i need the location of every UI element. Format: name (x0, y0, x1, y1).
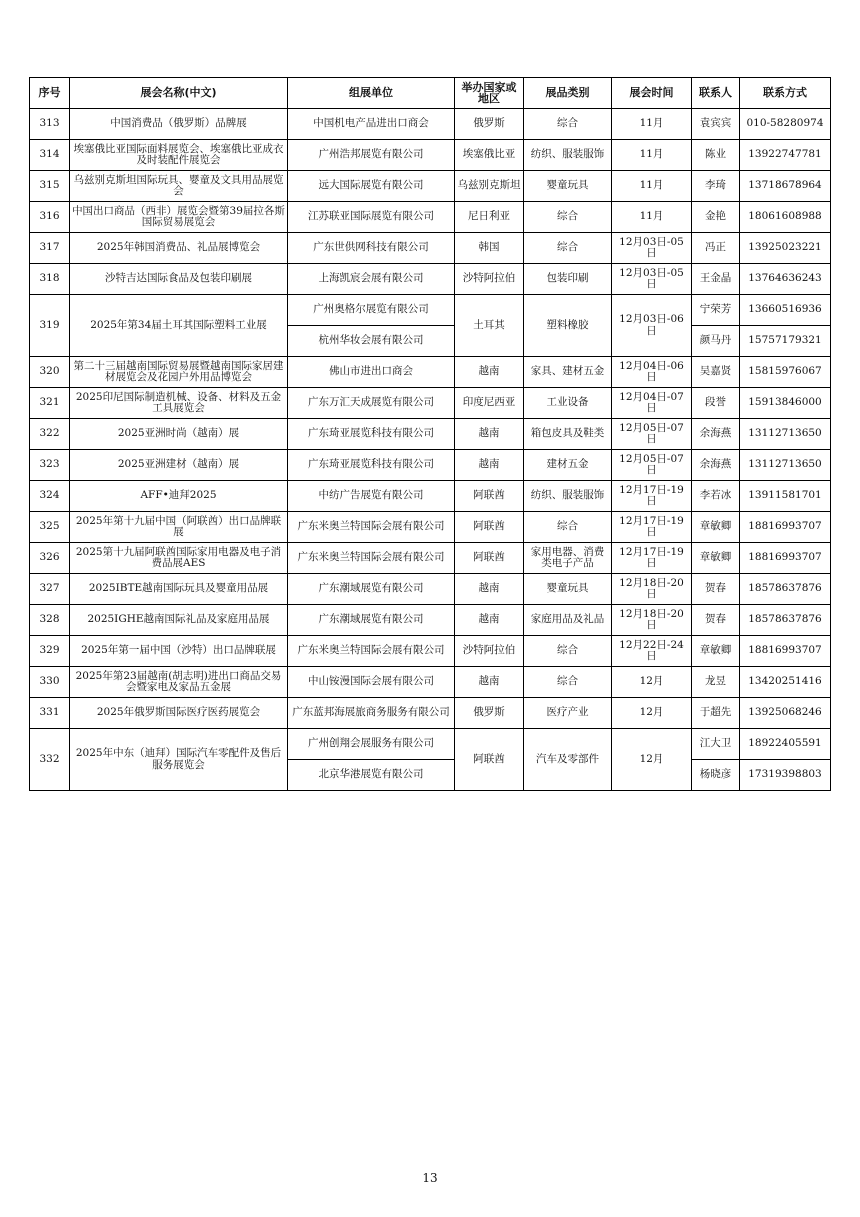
product-category: 家具、建材五金 (524, 357, 612, 388)
organizer: 远大国际展览有限公司 (288, 171, 455, 202)
contact-person: 冯正 (692, 233, 740, 264)
header-cell: 展品类别 (524, 78, 612, 109)
contact-phone: 15815976067 (740, 357, 831, 388)
product-category: 医疗产业 (524, 698, 612, 729)
contact-person: 章敏卿 (692, 543, 740, 574)
contact-phone: 13718678964 (740, 171, 831, 202)
product-category: 综合 (524, 233, 612, 264)
product-category: 综合 (524, 636, 612, 667)
exhibition-time: 12月18日-20日 (612, 605, 692, 636)
exhibition-name: 2025年第34届土耳其国际塑料工业展 (70, 295, 288, 357)
row-number: 315 (30, 171, 70, 202)
organizer: 广东万汇天成展览有限公司 (288, 388, 455, 419)
host-country: 土耳其 (455, 295, 524, 357)
table-row (30, 388, 831, 419)
header-cell: 展会时间 (612, 78, 692, 109)
product-category: 纺织、服装服饰 (524, 481, 612, 512)
product-category: 婴童玩具 (524, 171, 612, 202)
organizer: 广东米奥兰特国际会展有限公司 (288, 636, 455, 667)
exhibition-time: 12月 (612, 698, 692, 729)
contact-phone: 18816993707 (740, 543, 831, 574)
organizer: 佛山市进出口商会 (288, 357, 455, 388)
organizer: 广州奥格尔展览有限公司 (288, 295, 455, 326)
row-number: 330 (30, 667, 70, 698)
organizer: 广州创翔会展服务有限公司 (288, 729, 455, 760)
product-category: 综合 (524, 667, 612, 698)
product-category: 综合 (524, 109, 612, 140)
exhibition-name: 乌兹别克斯坦国际玩具、婴童及文具用品展览会 (70, 171, 288, 202)
contact-phone: 13925068246 (740, 698, 831, 729)
row-number: 332 (30, 729, 70, 791)
host-country: 越南 (455, 667, 524, 698)
exhibition-name: 2025年第十九届中国（阿联酋）出口品牌联展 (70, 512, 288, 543)
row-number: 316 (30, 202, 70, 233)
product-category: 婴童玩具 (524, 574, 612, 605)
host-country: 乌兹别克斯坦 (455, 171, 524, 202)
exhibition-time: 12月 (612, 667, 692, 698)
contact-person: 金艳 (692, 202, 740, 233)
header-cell: 联系方式 (740, 78, 831, 109)
host-country: 埃塞俄比亚 (455, 140, 524, 171)
exhibition-time: 12月 (612, 729, 692, 791)
exhibition-name: 2025印尼国际制造机械、设备、材料及五金工具展览会 (70, 388, 288, 419)
row-number: 313 (30, 109, 70, 140)
exhibition-time: 12月04日-07日 (612, 388, 692, 419)
table-header-row (30, 78, 831, 109)
table-row (30, 667, 831, 698)
contact-phone: 15757179321 (740, 326, 831, 357)
contact-phone: 13660516936 (740, 295, 831, 326)
host-country: 阿联酋 (455, 729, 524, 791)
contact-person: 颜马丹 (692, 326, 740, 357)
header-cell: 举办国家或地区 (455, 78, 524, 109)
exhibition-time: 12月05日-07日 (612, 419, 692, 450)
row-number: 323 (30, 450, 70, 481)
table-row (30, 543, 831, 574)
row-number: 331 (30, 698, 70, 729)
row-number: 325 (30, 512, 70, 543)
product-category: 工业设备 (524, 388, 612, 419)
table-row (30, 295, 831, 326)
row-number: 322 (30, 419, 70, 450)
contact-phone: 18061608988 (740, 202, 831, 233)
host-country: 越南 (455, 357, 524, 388)
organizer: 广州浩邦展览有限公司 (288, 140, 455, 171)
exhibition-time: 12月03日-05日 (612, 233, 692, 264)
organizer: 广东琦亚展览科技有限公司 (288, 419, 455, 450)
exhibition-time: 11月 (612, 109, 692, 140)
table-row (30, 202, 831, 233)
exhibition-name: 2025年第一届中国（沙特）出口品牌联展 (70, 636, 288, 667)
contact-person: 贺春 (692, 574, 740, 605)
exhibition-name: AFF•迪拜2025 (70, 481, 288, 512)
host-country: 俄罗斯 (455, 109, 524, 140)
product-category: 建材五金 (524, 450, 612, 481)
row-number: 317 (30, 233, 70, 264)
host-country: 阿联酋 (455, 543, 524, 574)
table-row (30, 512, 831, 543)
organizer: 广东潮域展览有限公司 (288, 574, 455, 605)
table-row (30, 357, 831, 388)
row-number: 320 (30, 357, 70, 388)
exhibition-name: 2025年韩国消费品、礼品展博览会 (70, 233, 288, 264)
exhibition-time: 12月22日-24日 (612, 636, 692, 667)
host-country: 阿联酋 (455, 512, 524, 543)
exhibition-time: 12月18日-20日 (612, 574, 692, 605)
host-country: 尼日利亚 (455, 202, 524, 233)
contact-person: 陈业 (692, 140, 740, 171)
exhibition-time: 12月17日-19日 (612, 512, 692, 543)
exhibition-name: 2025亚洲时尚（越南）展 (70, 419, 288, 450)
exhibition-time: 11月 (612, 202, 692, 233)
contact-phone: 18578637876 (740, 574, 831, 605)
table-row (30, 481, 831, 512)
organizer: 中纺广告展览有限公司 (288, 481, 455, 512)
organizer: 中山铵漫国际会展有限公司 (288, 667, 455, 698)
contact-person: 余海燕 (692, 419, 740, 450)
host-country: 印度尼西亚 (455, 388, 524, 419)
contact-person: 吴嘉贤 (692, 357, 740, 388)
contact-person: 李若冰 (692, 481, 740, 512)
contact-person: 章敏卿 (692, 636, 740, 667)
table-row (30, 698, 831, 729)
exhibition-time: 12月03日-06日 (612, 295, 692, 357)
contact-phone: 17319398803 (740, 760, 831, 791)
organizer: 中国机电产品进出口商会 (288, 109, 455, 140)
exhibition-table (29, 77, 831, 791)
exhibition-name: 2025亚洲建材（越南）展 (70, 450, 288, 481)
exhibition-name: 沙特吉达国际食品及包装印刷展 (70, 264, 288, 295)
contact-phone: 13925023221 (740, 233, 831, 264)
host-country: 越南 (455, 574, 524, 605)
table-row (30, 729, 831, 760)
contact-phone: 13112713650 (740, 419, 831, 450)
row-number: 327 (30, 574, 70, 605)
exhibition-name: 2025年第23届越南(胡志明)进出口商品交易会暨家电及家品五金展 (70, 667, 288, 698)
page-number: 13 (422, 1171, 438, 1185)
exhibition-name: 第二十三届越南国际贸易展暨越南国际家居建材展览会及花园户外用品博览会 (70, 357, 288, 388)
contact-person: 宁荣芳 (692, 295, 740, 326)
contact-phone: 18578637876 (740, 605, 831, 636)
host-country: 越南 (455, 419, 524, 450)
organizer: 广东世供网科技有限公司 (288, 233, 455, 264)
organizer: 广东米奥兰特国际会展有限公司 (288, 512, 455, 543)
contact-phone: 18922405591 (740, 729, 831, 760)
row-number: 328 (30, 605, 70, 636)
contact-person: 余海燕 (692, 450, 740, 481)
host-country: 越南 (455, 450, 524, 481)
product-category: 综合 (524, 512, 612, 543)
contact-phone: 010-58280974 (740, 109, 831, 140)
product-category: 箱包皮具及鞋类 (524, 419, 612, 450)
table-row (30, 233, 831, 264)
header-cell: 联系人 (692, 78, 740, 109)
contact-phone: 18816993707 (740, 636, 831, 667)
contact-phone: 13764636243 (740, 264, 831, 295)
contact-person: 贺春 (692, 605, 740, 636)
organizer: 广东琦亚展览科技有限公司 (288, 450, 455, 481)
contact-person: 段誉 (692, 388, 740, 419)
product-category: 纺织、服装服饰 (524, 140, 612, 171)
product-category: 家庭用品及礼品 (524, 605, 612, 636)
row-number: 326 (30, 543, 70, 574)
organizer: 江苏联亚国际展览有限公司 (288, 202, 455, 233)
host-country: 沙特阿拉伯 (455, 636, 524, 667)
table-row (30, 264, 831, 295)
contact-person: 江大卫 (692, 729, 740, 760)
table-row (30, 140, 831, 171)
contact-person: 龙昱 (692, 667, 740, 698)
contact-person: 于超先 (692, 698, 740, 729)
contact-phone: 13911581701 (740, 481, 831, 512)
product-category: 家用电器、消费类电子产品 (524, 543, 612, 574)
product-category: 汽车及零部件 (524, 729, 612, 791)
product-category: 综合 (524, 202, 612, 233)
product-category: 塑料橡胶 (524, 295, 612, 357)
contact-person: 袁宾宾 (692, 109, 740, 140)
exhibition-time: 12月17日-19日 (612, 543, 692, 574)
product-category: 包装印刷 (524, 264, 612, 295)
contact-phone: 18816993707 (740, 512, 831, 543)
table-row (30, 450, 831, 481)
organizer: 广东蓝邦海展旅商务服务有限公司 (288, 698, 455, 729)
exhibition-name: 2025年俄罗斯国际医疗医药展览会 (70, 698, 288, 729)
contact-phone: 13922747781 (740, 140, 831, 171)
host-country: 越南 (455, 605, 524, 636)
row-number: 324 (30, 481, 70, 512)
organizer: 杭州华妆会展有限公司 (288, 326, 455, 357)
row-number: 321 (30, 388, 70, 419)
exhibition-name: 2025年中东（迪拜）国际汽车零配件及售后服务展览会 (70, 729, 288, 791)
table-row (30, 171, 831, 202)
row-number: 318 (30, 264, 70, 295)
exhibition-name: 2025IGHE越南国际礼品及家庭用品展 (70, 605, 288, 636)
table-row (30, 605, 831, 636)
table-row (30, 636, 831, 667)
table-row (30, 419, 831, 450)
contact-phone: 15913846000 (740, 388, 831, 419)
contact-person: 李琦 (692, 171, 740, 202)
row-number: 319 (30, 295, 70, 357)
exhibition-time: 12月04日-06日 (612, 357, 692, 388)
contact-person: 杨晓彦 (692, 760, 740, 791)
header-cell: 序号 (30, 78, 70, 109)
exhibition-time: 11月 (612, 140, 692, 171)
exhibition-name: 埃塞俄比亚国际面料展览会、埃塞俄比亚成衣及时装配件展览会 (70, 140, 288, 171)
contact-person: 章敏卿 (692, 512, 740, 543)
host-country: 韩国 (455, 233, 524, 264)
table-row (30, 109, 831, 140)
organizer: 上海凯宸会展有限公司 (288, 264, 455, 295)
exhibition-time: 12月03日-05日 (612, 264, 692, 295)
header-cell: 组展单位 (288, 78, 455, 109)
contact-person: 王金晶 (692, 264, 740, 295)
exhibition-time: 12月17日-19日 (612, 481, 692, 512)
table-row (30, 574, 831, 605)
header-cell: 展会名称(中文) (70, 78, 288, 109)
contact-phone: 13112713650 (740, 450, 831, 481)
organizer: 广东米奥兰特国际会展有限公司 (288, 543, 455, 574)
exhibition-time: 12月05日-07日 (612, 450, 692, 481)
host-country: 阿联酋 (455, 481, 524, 512)
row-number: 329 (30, 636, 70, 667)
contact-phone: 13420251416 (740, 667, 831, 698)
exhibition-name: 中国消费品（俄罗斯）品牌展 (70, 109, 288, 140)
host-country: 沙特阿拉伯 (455, 264, 524, 295)
host-country: 俄罗斯 (455, 698, 524, 729)
exhibition-name: 中国出口商品（西非）展览会暨第39届拉各斯国际贸易展览会 (70, 202, 288, 233)
organizer: 广东潮域展览有限公司 (288, 605, 455, 636)
organizer: 北京华港展览有限公司 (288, 760, 455, 791)
exhibition-name: 2025第十九届阿联酋国际家用电器及电子消费品展AES (70, 543, 288, 574)
exhibition-time: 11月 (612, 171, 692, 202)
exhibition-name: 2025IBTE越南国际玩具及婴童用品展 (70, 574, 288, 605)
table-body (30, 109, 831, 791)
row-number: 314 (30, 140, 70, 171)
